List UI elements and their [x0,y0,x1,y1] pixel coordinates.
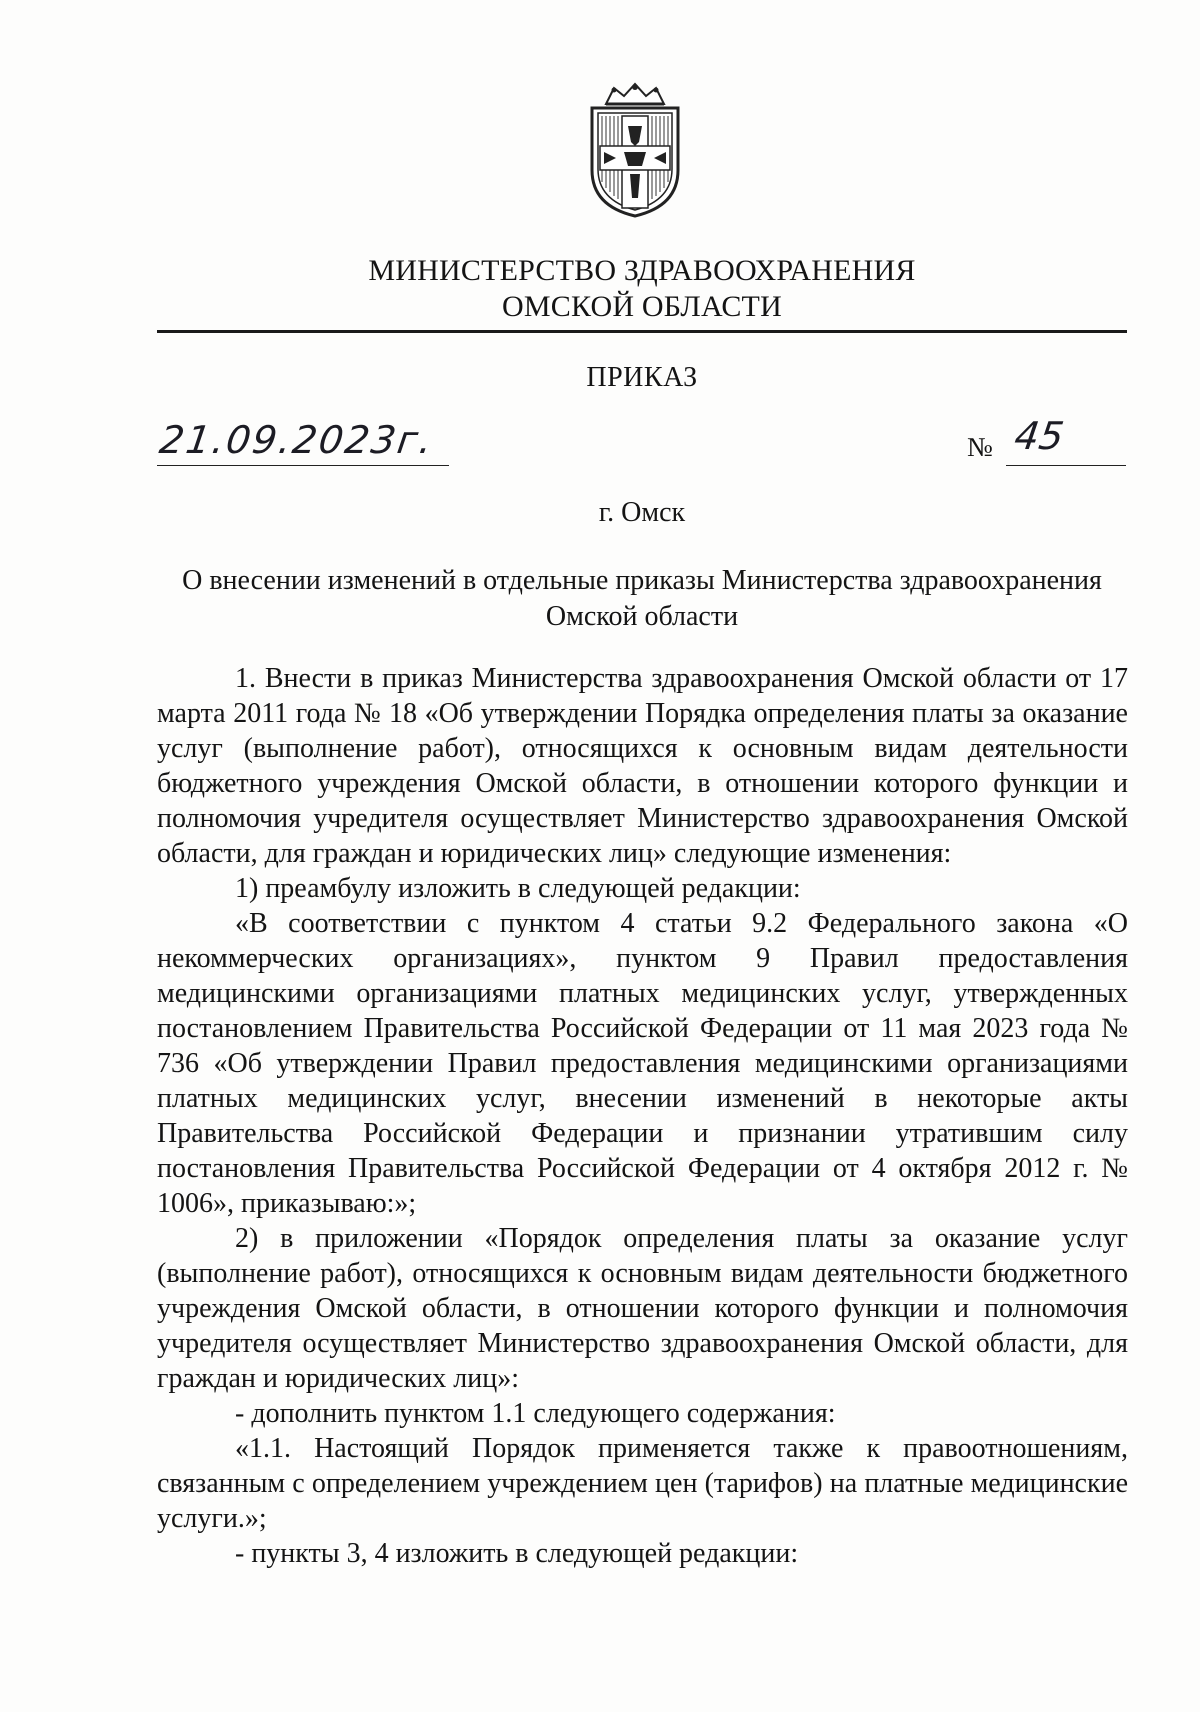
body-paragraph-5: - дополнить пунктом 1.1 следующего содержания: [235,1398,836,1429]
document-title-line2: Омской области [545,601,739,632]
number-underline [1006,465,1126,466]
handwritten-number: 45 [1011,414,1067,458]
body-paragraph-3: «В соответствии с пунктом 4 статьи 9.2 Федерального закона «О некоммерческих организациях», пунктом 9 Правил предоставления медицинскими организациями платных медицинских услуг, утвержденных постановлением Правительства Российской Федерации от 11 мая 2023 года № 736 «Об утверждении Правил предоставления медицинскими организациями платных медицинских услуг, внесении изменений в некоторые акты Правительства Российской Федерации и признании утратившим силу постановления Правительства Российской Федерации от 4 октября 2012 г. № 1006», приказываю:»; [157,908,1128,1219]
header-divider [157,330,1127,333]
document-title-line1: О внесении изменений в отдельные приказы Министерства здравоохранения [182,565,1102,596]
body-paragraph-6: «1.1. Настоящий Порядок применяется также к правоотношениям, связанным с определением учреждением цен (тарифов) на платные медицинские услуги.»; [157,1433,1128,1534]
city-line: г. Омск [598,497,686,528]
body-paragraph-7: - пункты 3, 4 изложить в следующей редакции: [235,1538,799,1569]
ministry-name-line2: ОМСКОЙ ОБЛАСТИ [502,290,782,323]
number-label: № [967,432,993,462]
document-title [157,563,1127,635]
ministry-name-line1: МИНИСТЕРСТВО ЗДРАВООХРАНЕНИЯ [368,254,916,287]
document-body [157,661,1128,1571]
body-paragraph-2: 1) преамбулу изложить в следующей редакции: [235,873,801,904]
body-paragraph-1: 1. Внести в приказ Министерства здравоохранения Омской области от 17 марта 2011 года № 18 «Об утверждении Порядка определения платы за оказание услуг (выполнение работ), относящихся к основным видам деятельности бюджетного учреждения Омской области, в отношении которого функции и полномочия учредителя осуществляет Министерство здравоохранения Омской области, для граждан и юридических лиц» следующие изменения: [157,663,1128,869]
omsk-region-coat-of-arms-icon [584,82,686,218]
document-type-heading: ПРИКАЗ [586,362,698,393]
body-paragraph-4: 2) в приложении «Порядок определения платы за оказание услуг (выполнение работ), относящихся к основным видам деятельности бюджетного учреждения Омской области, в отношении которого функции и полномочия учредителя осуществляет Министерство здравоохранения Омской области, для граждан и юридических лиц»: [157,1223,1128,1394]
date-underline [157,465,449,466]
handwritten-date: 21.09.2023г. [156,418,437,462]
